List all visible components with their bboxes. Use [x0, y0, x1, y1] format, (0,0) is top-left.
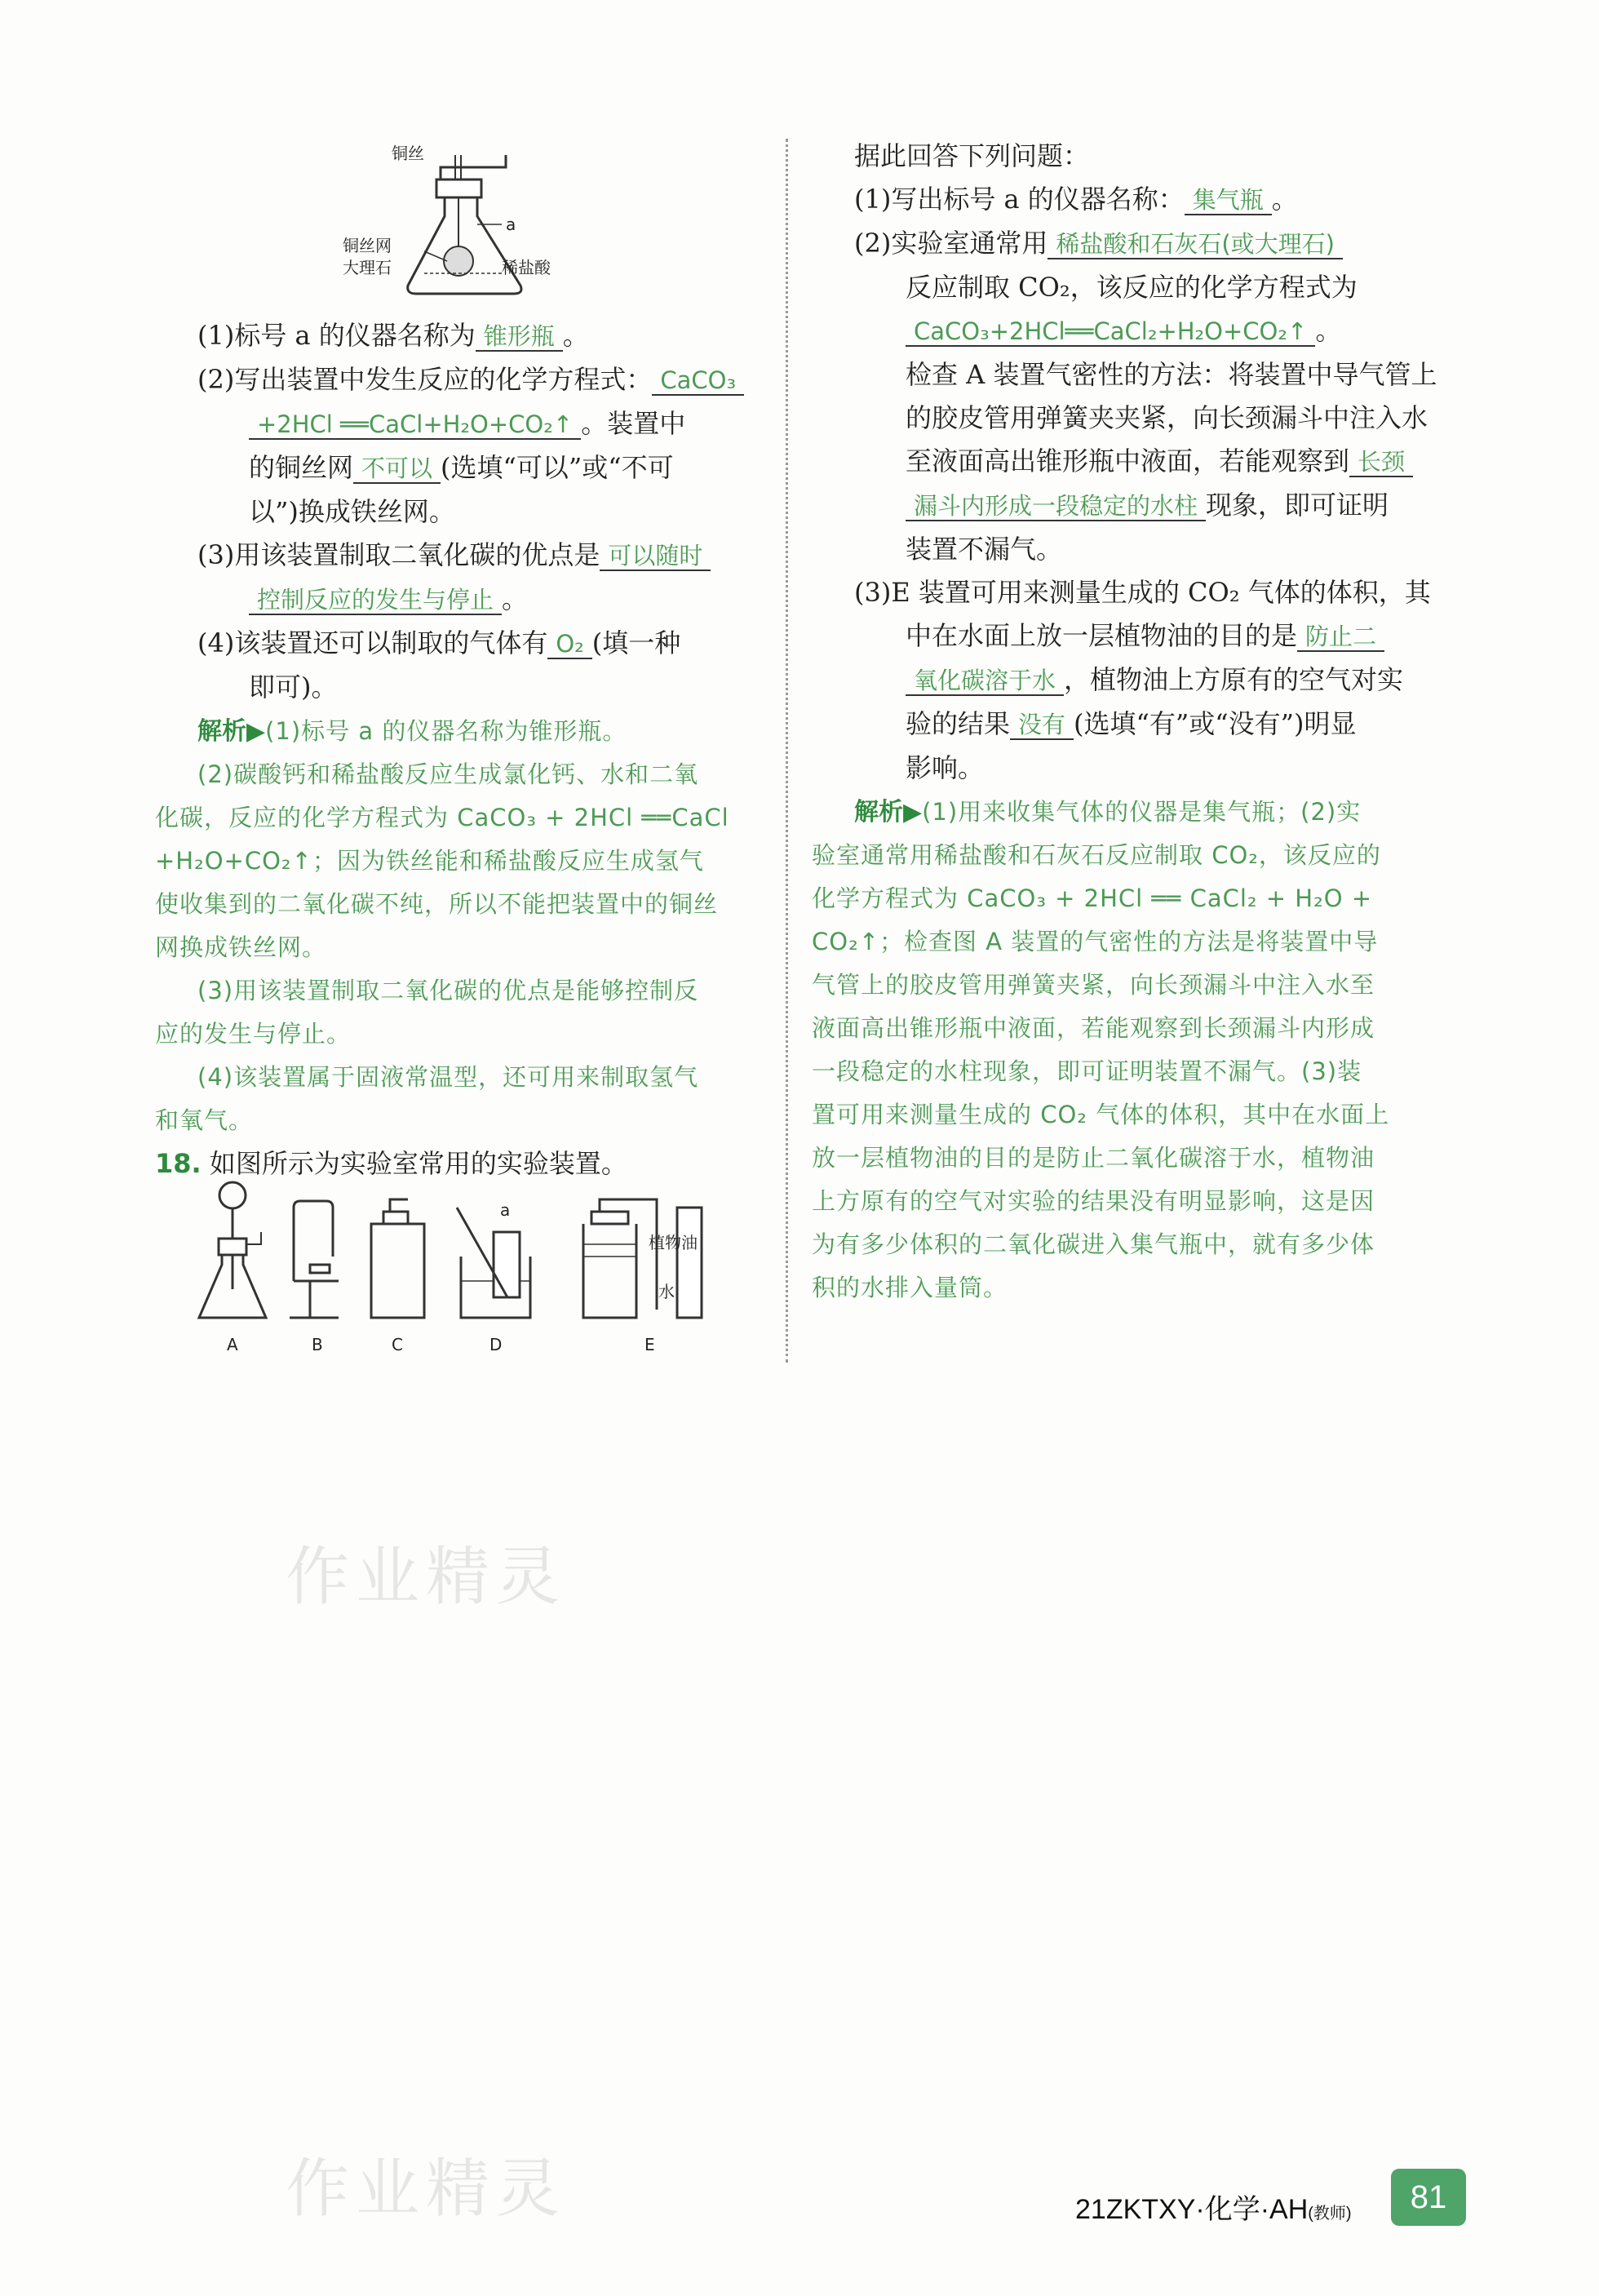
answer-blank: 不可以 — [353, 454, 441, 484]
footer-code: 21ZKTXY·化学·AH(教师) — [1075, 2194, 1352, 2225]
answer-blank: 可以随时 — [600, 542, 711, 571]
answer-blank: 漏斗内形成一段稳定的水柱 — [906, 492, 1206, 521]
q18-part2-line6: 至液面高出锥形瓶中液面，若能观察到 长颈 — [812, 440, 1464, 484]
answer-blank: CaCO₃+2HCl══CaCl₂+H₂O+CO₂↑ — [906, 317, 1315, 347]
q18-part3-line2: 中在水面上放一层植物油的目的是 防止二 — [812, 614, 1464, 658]
answer-blank: 集气瓶 — [1185, 186, 1272, 215]
q17-part2-line4: 以”)换成铁丝网。 — [249, 496, 455, 527]
q18-analysis: 解析▶(1)用来收集气体的仪器是集气瓶；(2)实 — [854, 798, 1362, 827]
label-copper-mesh: 铜丝网 — [343, 236, 392, 255]
analysis-line: 一段稳定的水柱现象，即可证明装置不漏气。(3)装 — [812, 1057, 1362, 1085]
label-D: D — [489, 1335, 503, 1354]
q18-part2-line7: 漏斗内形成一段稳定的水柱 现象，即可证明 — [812, 484, 1464, 528]
page-number: 81 — [1391, 2169, 1466, 2226]
analysis-line: 积的水排入量筒。 — [812, 1274, 1008, 1301]
q18-intro: 据此回答下列问题： — [854, 140, 1090, 171]
q18-part2-line3: CaCO₃+2HCl══CaCl₂+H₂O+CO₂↑ 。 — [812, 309, 1464, 353]
label-A: A — [227, 1335, 238, 1354]
q18-part2-line5: 的胶皮管用弹簧夹夹紧，向长颈漏斗中注入水 — [906, 402, 1428, 433]
analysis-line: 化碳，反应的化学方程式为 CaCO₃ + 2HCl ══CaCl — [155, 804, 729, 831]
q17-part4: (4)该装置还可以制取的气体有 O₂ (填一种 — [197, 627, 681, 658]
q18-stem: 18. 如图所示为实验室常用的实验装置。 — [155, 1148, 627, 1179]
label-oil: 植物油 — [649, 1233, 698, 1252]
label-a: a — [506, 215, 516, 234]
answer-blank: 氧化碳溶于水 — [906, 667, 1064, 696]
answer-blank: 防止二 — [1297, 623, 1384, 652]
q17-part3-line2: 控制反应的发生与停止 。 — [155, 578, 763, 622]
analysis-line: 置可用来测量生成的 CO₂ 气体的体积，其中在水面上 — [812, 1101, 1390, 1128]
answer-blank: 稀盐酸和石灰石(或大理石) — [1048, 230, 1343, 259]
label-a-d: a — [500, 1200, 511, 1220]
label-marble: 大理石 — [343, 258, 392, 277]
q18-part2: (2)实验室通常用 稀盐酸和石灰石(或大理石) — [812, 222, 1464, 266]
q18-part3: (3)E 装置可用来测量生成的 CO₂ 气体的体积，其 — [854, 577, 1431, 608]
label-B: B — [312, 1335, 323, 1354]
analysis-line: (4)该装置属于固液常温型，还可用来制取氢气 — [197, 1063, 699, 1091]
analysis-line: CO₂↑；检查图 A 装置的气密性的方法是将装置中导 — [812, 928, 1379, 955]
watermark: 作业精灵 — [286, 2152, 567, 2226]
analysis-line: (3)用该装置制取二氧化碳的优点是能够控制反 — [197, 977, 699, 1004]
q17-part2-line3: 的铜丝网 不可以 (选填“可以”或“不可 — [249, 452, 674, 483]
analysis-line: 放一层植物油的目的是防止二氧化碳溶于水，植物油 — [812, 1144, 1375, 1172]
q18-part2-line4: 检查 A 装置气密性的方法：将装置中导气管上 — [906, 359, 1437, 390]
label-water: 水 — [658, 1282, 675, 1301]
q18-apparatus-figure — [188, 1175, 726, 1363]
analysis-line: 液面高出锥形瓶中液面，若能观察到长颈漏斗内形成 — [812, 1014, 1375, 1042]
analysis-line: (2)碳酸钙和稀盐酸反应生成氯化钙、水和二氧 — [197, 760, 699, 788]
analysis-line: 化学方程式为 CaCO₃ + 2HCl ══ CaCl₂ + H₂O + — [812, 884, 1373, 912]
q18-part2-line2: 反应制取 CO₂，该反应的化学方程式为 — [906, 272, 1358, 303]
analysis-line: 验室通常用稀盐酸和石灰石反应制取 CO₂，该反应的 — [812, 841, 1381, 869]
analysis-line: 网换成铁丝网。 — [155, 933, 327, 961]
analysis-line: 气管上的胶皮管用弹簧夹紧，向长颈漏斗中注入水至 — [812, 971, 1375, 999]
q17-part2-line2: +2HCl ══CaCl+H₂O+CO₂↑ 。装置中 — [155, 402, 763, 446]
analysis-line: 为有多少体积的二氧化碳进入集气瓶中，就有多少体 — [812, 1230, 1375, 1258]
analysis-line: 上方原有的空气对实验的结果没有明显影响，这是因 — [812, 1187, 1375, 1215]
analysis-line: 使收集到的二氧化碳不纯，所以不能把装置中的铜丝 — [155, 890, 719, 918]
right-column — [812, 135, 1464, 1310]
q17-analysis: 解析▶(1)标号 a 的仪器名称为锥形瓶。 — [197, 717, 627, 746]
label-E: E — [644, 1335, 655, 1354]
q18-part3-line4: 验的结果 没有 (选填“有”或“没有”)明显 — [906, 708, 1357, 739]
watermark: 作业精灵 — [286, 1540, 567, 1614]
q18-part3-line5: 影响。 — [906, 752, 985, 783]
q18-part1: (1)写出标号 a 的仪器名称： 集气瓶 。 — [854, 184, 1298, 215]
q17-part1: (1)标号 a 的仪器名称为 锥形瓶 。 — [197, 320, 589, 351]
q17-part3: (3)用该装置制取二氧化碳的优点是 可以随时 — [155, 534, 763, 578]
column-divider — [786, 139, 788, 1363]
q17-part2: (2)写出装置中发生反应的化学方程式： CaCO₃ — [155, 358, 763, 402]
answer-blank: 控制反应的发生与停止 — [249, 586, 502, 615]
analysis-line: 和氧气。 — [155, 1106, 254, 1134]
label-copper-wire: 铜丝 — [392, 144, 424, 163]
answer-blank: 没有 — [1010, 711, 1074, 740]
q18-part3-line3: 氧化碳溶于水 ，植物油上方原有的空气对实 — [812, 658, 1464, 703]
answer-blank: +2HCl ══CaCl+H₂O+CO₂↑ — [249, 410, 581, 440]
q17-apparatus-figure — [343, 139, 587, 310]
q18-part2-line8: 装置不漏气。 — [906, 534, 1063, 565]
label-acid: 稀盐酸 — [502, 258, 551, 277]
q17-part4-line2: 即可)。 — [249, 672, 338, 703]
analysis-line: 应的发生与停止。 — [155, 1020, 352, 1048]
left-column — [155, 314, 763, 1186]
answer-blank: CaCO₃ — [652, 366, 744, 396]
answer-blank: O₂ — [547, 630, 591, 659]
label-C: C — [392, 1335, 403, 1354]
answer-blank: 长颈 — [1349, 448, 1413, 477]
analysis-line: +H₂O+CO₂↑；因为铁丝能和稀盐酸反应生成氢气 — [155, 847, 704, 875]
answer-blank: 锥形瓶 — [476, 322, 563, 352]
